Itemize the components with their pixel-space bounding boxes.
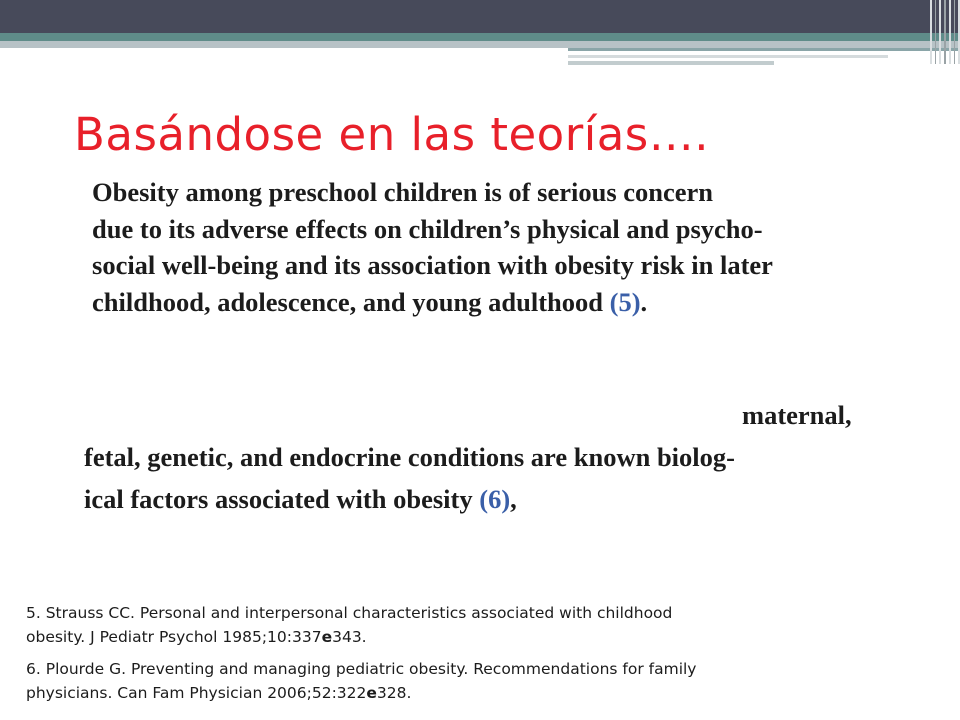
quote-line: maternal, xyxy=(742,400,852,430)
reference-text: 5. Strauss CC. Personal and interpersonal characteristics associated with childhood obesity. J Pediatr Psychol 1985;10:337 xyxy=(26,604,673,646)
citation-ref-6: (6) xyxy=(479,484,511,514)
quote-line-text: childhood, adolescence, and young adulthood xyxy=(92,286,610,317)
header-teal-bar xyxy=(0,33,960,41)
quote-line-end: , xyxy=(510,484,517,514)
reference-text-end: 328. xyxy=(376,684,412,702)
reference-text-end: 343. xyxy=(332,628,367,646)
quote-line-end: . xyxy=(640,286,648,317)
header-grey-bar xyxy=(0,41,960,48)
header-accent-line xyxy=(568,55,888,58)
quote-line xyxy=(92,284,773,321)
quote-line: social well-being and its association with obesity risk in later xyxy=(92,250,773,280)
slide-title: Basándose en las teorías…. xyxy=(74,108,710,161)
reference-list xyxy=(26,601,706,713)
reference-item xyxy=(26,601,706,649)
quote-line xyxy=(84,478,852,520)
reference-text: 6. Plourde G. Preventing and managing pediatric obesity. Recommendations for family physicians. Can Fam Physician 2006;52:322 xyxy=(26,660,697,702)
quote-line: due to its adverse effects on children’s physical and psycho- xyxy=(92,213,763,244)
citation-ref-5: (5) xyxy=(609,286,641,317)
quote-line: fetal, genetic, and endocrine conditions are known biolog- xyxy=(84,442,735,472)
header-accent-line xyxy=(568,61,774,65)
reference-item xyxy=(26,657,706,705)
quote-excerpt-1 xyxy=(92,174,773,320)
quote-line: Obesity among preschool children is of serious concern xyxy=(92,177,714,207)
header-dark-bar xyxy=(0,0,960,33)
header-accent-line xyxy=(568,48,960,51)
quote-line-text: ical factors associated with obesity xyxy=(84,484,480,514)
reference-separator: e xyxy=(321,628,333,646)
header-side-stripes xyxy=(930,0,960,64)
reference-separator: e xyxy=(366,684,377,702)
quote-excerpt-2 xyxy=(84,394,852,520)
